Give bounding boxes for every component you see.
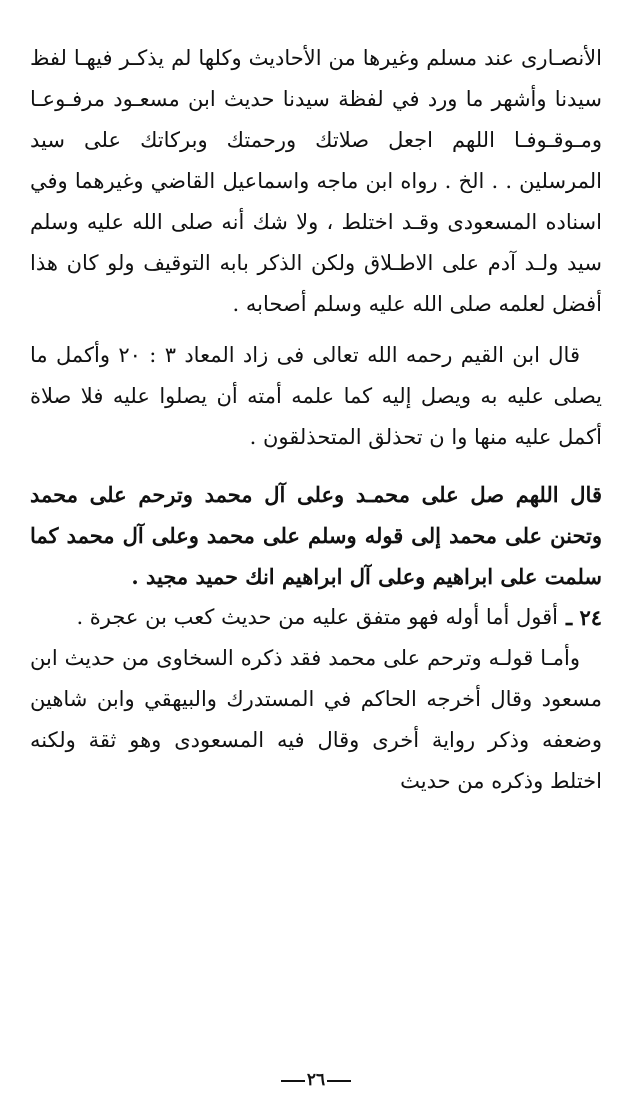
page-footer: [0, 1070, 632, 1090]
paragraph-number: ٢٤ ـ: [565, 605, 602, 630]
paragraph-sayyidina-discussion: الأنصـارى عند مسلم وغيرها من الأحاديث وكلها لم يذكـر فيهـا لفظ سيدنا وأشهر ما ورد في لفظة سيدنا حديث ابن مسعـود مرفـوعـا ومـوقـوفـا اللهم اجعل صلاتك ورحمتك وبركاتك على سيد المرسلين . . الخ . رواه ابن ماجه واسماعيل القاضي وغيرهما وفي اسناده المسعودى وقـد اختلط ، ولا شك أنه صلى الله عليه وسلم سيد ولـد آدم على الاطـلاق ولكن الذكر بابه التوقيف ولو كان هذا أفضل لعلمه صلى الله عليه وسلم أصحابه .: [30, 46, 602, 316]
footer-dash-right: [281, 1080, 305, 1082]
numbered-paragraph-24: [30, 597, 602, 638]
page-body: [30, 38, 602, 802]
paragraph-salawat-text: قال اللهم صل على محمـد وعلى آل محمد وترحم على محمد وتحنن على محمد إلى قوله وسلم على محمد وعلى آل محمد كما سلمت على ابراهيم وعلى آل ابراهيم انك حميد مجيد .: [30, 482, 602, 589]
page-number: ٢٦: [306, 1070, 326, 1090]
footer-dash-left: [327, 1080, 351, 1082]
paragraph-sakhawi-note: وأمـا قولـه وترحم على محمد فقد ذكره السخاوى من حديث ابن مسعود وقال أخرجه الحاكم في المستدرك والبيهقي وابن شاهين وضعفه وذكر رواية أخرى وقال فيه المسعودى وهو ثقة ولكنه اختلط وذكره من حديث: [30, 646, 602, 793]
paragraph-ka-b-hadith: أقول أما أوله فهو متفق عليه من حديث كعب بن عجرة .: [76, 605, 558, 629]
paragraph-ibn-qayyim-quote: قال ابن القيم رحمه الله تعالى فى زاد المعاد ٣ : ٢٠ وأكمل ما يصلى عليه به ويصل إليه كما علمه أمته أن يصلوا عليه فلا صلاة أكمل عليه منها وا ن تحذلق المتحذلقون .: [30, 343, 602, 449]
